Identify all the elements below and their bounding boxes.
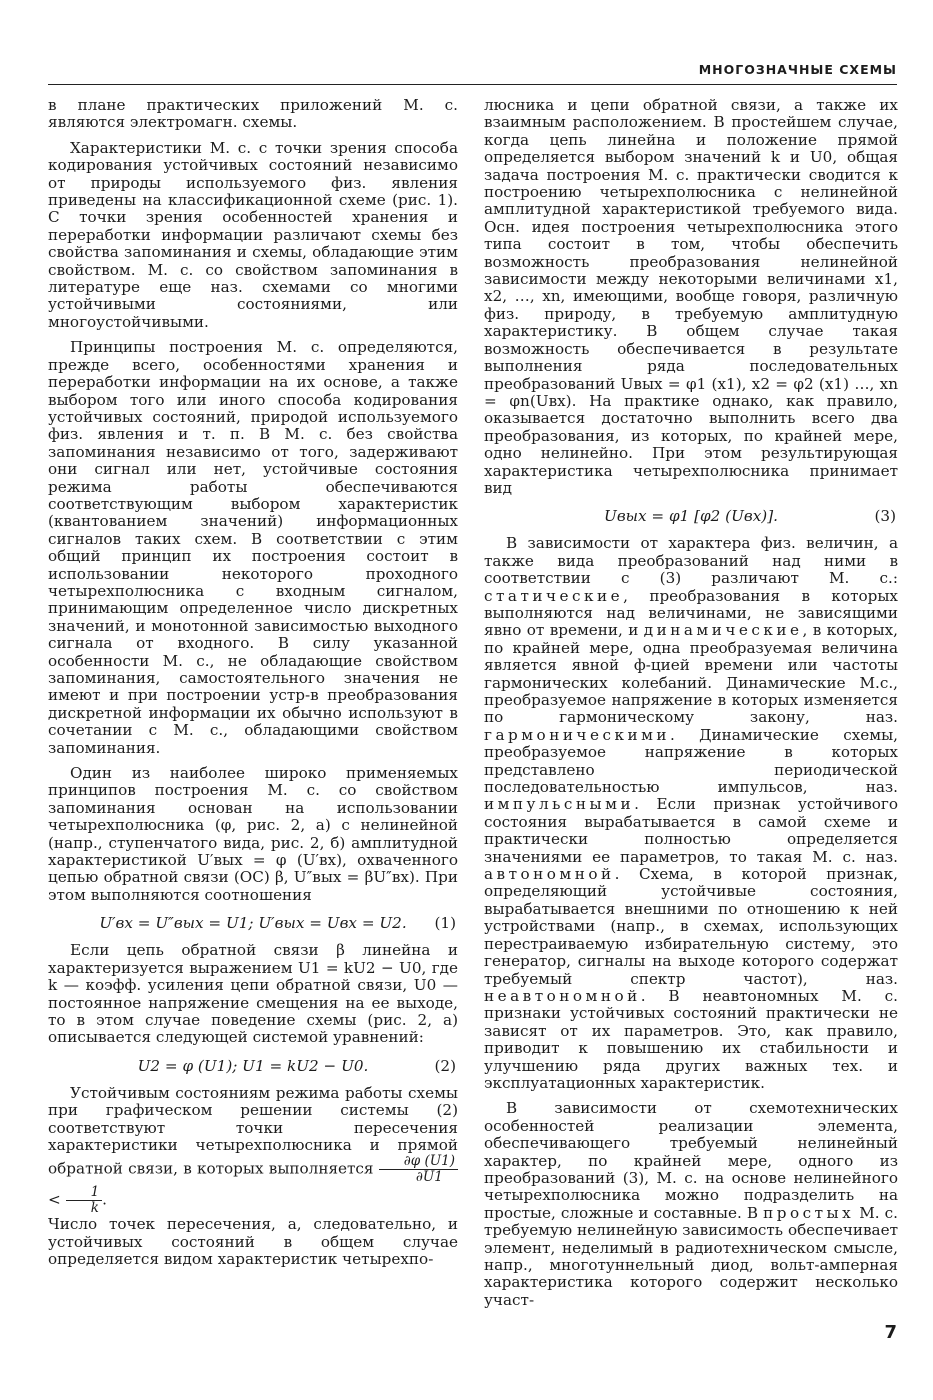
paragraph-text: В зависимости от характера физ. величин, а также вида преобразований над ними в соответствии с (3) различают М. с.: <box>484 534 898 588</box>
spaced-term: автономной <box>484 865 615 884</box>
right-column <box>484 97 898 1317</box>
equation-1 <box>48 912 458 934</box>
equation-3 <box>484 505 898 527</box>
paragraph-text: . Схема, в которой признак, определяющий устойчивые состояния, вырабатывается внешними по отношению к ней устройствами (напр., в схемах, использующих перестраиваемую избирательную систему, это генератор, сигналы на выходе которого содержат требуемый спектр частот), наз. <box>484 865 898 988</box>
paragraph: люсника и цепи обратной связи, а также их взаимным расположением. В простейшем случае, когда цепь линейна и положение прямой определяется выбором значений k и U0, общая задача построения М. с. практически сводится к построению четырехполюсника с нелинейной амплитудной характеристикой требуемого вида. Осн. идея построения четырехполюсника этого типа состоит в том, чтобы обеспечить возможность преобразования нелинейной зависимости между некоторыми величинами x1, x2, …, xn, имеющими, вообще говоря, различную физ. природу, в требуемую амплитудную характеристику. В общем случае такая возможность обеспечивается в результате выполнения ряда последовательных преобразований Uвых = φ1 (x1), x2 = φ2 (x1) …, xn = φn(Uвх). На практике однако, как правило, оказывается достаточно выполнить всего два преобразования, из которых, по крайней мере, одно нелинейно. При этом результирующая характеристика четырехполюсника принимает вид <box>484 96 898 497</box>
paragraph: в плане практических приложений М. с. являются электромагн. схемы. <box>48 96 458 132</box>
header-title: МНОГОЗНАЧНЫЕ СХЕМЫ <box>698 62 897 77</box>
spaced-term: простых <box>763 1203 855 1222</box>
paragraph: Принципы построения М. с. определяются, прежде всего, особенностями хранения и переработки информации на их основе, а также выбором того или иного способа кодирования устойчивых состояний, природой используемого физ. явления и т. п. В М. с. без свойства запоминания независимо от того, задерживают они сигнал или нет, устойчивые состояния режима работы обеспечиваются соответствующим выбором характеристик (квантованием значений) информационных сигналов таких схем. В соответствии с этим общий принцип их построения состоит в использовании некоторого проходного четырехполюсника с входным сигналом, принимающим определенное число дискретных значений, и монотонной зависимостью выходного сигнала от входного. В силу указанной особенности М. с., не обладающие свойством запоминания, самостоятельного значения не имеют и при построении устр-в преобразования дискретной информации их обычно используют в сочетании с М. с., обладающими свойством запоминания. <box>48 338 458 757</box>
fraction-numerator: ∂φ (U1) <box>379 1154 458 1170</box>
paragraph: Число точек пересечения, а, следовательно, и устойчивых состояний в общем случае определяется видом характеристик четырехпо- <box>48 1215 458 1269</box>
fraction-numerator: 1 <box>66 1185 103 1201</box>
equation-body: U2 = φ (U1); U1 = kU2 − U0. <box>137 1056 369 1075</box>
spaced-term: импульсными <box>484 795 635 814</box>
paragraph: Если цепь обратной связи β линейна и характеризуется выражением U1 = kU2 − U0, где k — коэфф. усиления цепи обратной связи, U0 — постоянное напряжение смещения на ее выходе, то в этом случае поведение схемы (рис. 2, а) описывается следующей системой уравнений: <box>48 941 458 1047</box>
paragraph-text: , преобразования в которых выполняются над величинами, не зависящими явно от времени, и <box>484 586 898 640</box>
spaced-term: гармоническими <box>484 725 671 744</box>
paragraph-text: . Если признак устойчивого состояния вырабатывается в самой схеме и практически полностью определяется значениями ее параметров, то такая М. с. наз. <box>484 795 898 866</box>
paragraph: Один из наиболее широко применяемых принципов построения М. с. со свойством запоминания основан на использовании четырехполюсника (φ, рис. 2, а) с нелинейной (напр., ступенчатого вида, рис. 2, б) амплитудной характеристикой U′вых = φ (U′вх), охваченного цепью обратной связи (ОС) β, U″вых = βU″вх). При этом выполняются соотношения <box>48 764 458 904</box>
spaced-term: неавтономной <box>484 986 641 1005</box>
paragraph-text: , в которых, по крайней мере, одна преобразуемая величина является явной ф-цией времени или частоты гармонических колебаний. Динамические М.с., преобразуемое напряжение в которых изменяется по гармоническому закону, наз. <box>484 621 899 727</box>
equation-body: U′вх = U″вых = U1; U′вых = Uвх = U2. <box>99 914 407 933</box>
paragraph-text: . В неавтономных М. с. признаки устойчивых состояний практически не зависят от их параметров. Это, как правило, приводит к повышению их стабильности и улучшению ряда других важных тех. и эксплуатационных характеристик. <box>484 986 898 1092</box>
left-column <box>48 97 458 1277</box>
equation-number: (2) <box>434 1056 456 1075</box>
less-than-sign: < <box>48 1190 61 1209</box>
paragraph-text: Устойчивым состояниям режима работы схемы при графическом решении системы (2) соответствуют точки пересечения характеристики четырехполюсника и прямой обратной связи, в которых выполняется <box>48 1083 458 1178</box>
equation-body: Uвых = φ1 [φ2 (Uвх)]. <box>604 507 778 526</box>
paragraph-text: М. с. требуемую нелинейную зависимость обеспечивает элемент, неделимый в радиотехническом смысле, напр., многотуннельный диод, вольт-амперная характеристика которого содержит несколько участ- <box>484 1203 899 1309</box>
equation-number: (1) <box>434 914 456 933</box>
paragraph <box>484 535 898 1092</box>
paragraph: Характеристики М. с. с точки зрения способа кодирования устойчивых состояний независимо от природы используемого физ. явления приведены на классификационной схеме (рис. 1). С точки зрения особенностей хранения и переработки информации различают схемы без свойства запоминания и схемы, обладающие этим свойством. М. с. со свойством запоминания в литературе еще наз. схемами со многими устойчивыми состояниями, или многоустойчивыми. <box>48 138 458 331</box>
fraction-denominator: ∂U1 <box>415 1169 443 1186</box>
paragraph-text: . Динамические схемы, преобразуемое напряжение в которых представлено периодической последовательностью импульсов, наз. <box>484 725 898 797</box>
fraction-denominator: k <box>90 1200 99 1217</box>
equation-2 <box>48 1055 458 1077</box>
paragraph <box>484 1100 898 1309</box>
paragraph-text: В зависимости от схемотехнических особенностей реализации элемента, обеспечивающего требуемый нелинейный характер, по крайней мере, одного из преобразований (3), М. с. на основе нелинейного четырехполюсника можно подразделить на простые, сложные и составные. В <box>484 1099 898 1222</box>
fraction <box>379 1154 458 1185</box>
period: . <box>102 1190 107 1209</box>
page-number: 7 <box>884 1322 897 1343</box>
equation-number: (3) <box>874 507 896 526</box>
spaced-term: динамические <box>643 621 803 640</box>
running-header <box>48 60 897 85</box>
paragraph <box>48 1085 458 1217</box>
spaced-term: статические <box>484 586 624 605</box>
fraction <box>66 1185 103 1216</box>
